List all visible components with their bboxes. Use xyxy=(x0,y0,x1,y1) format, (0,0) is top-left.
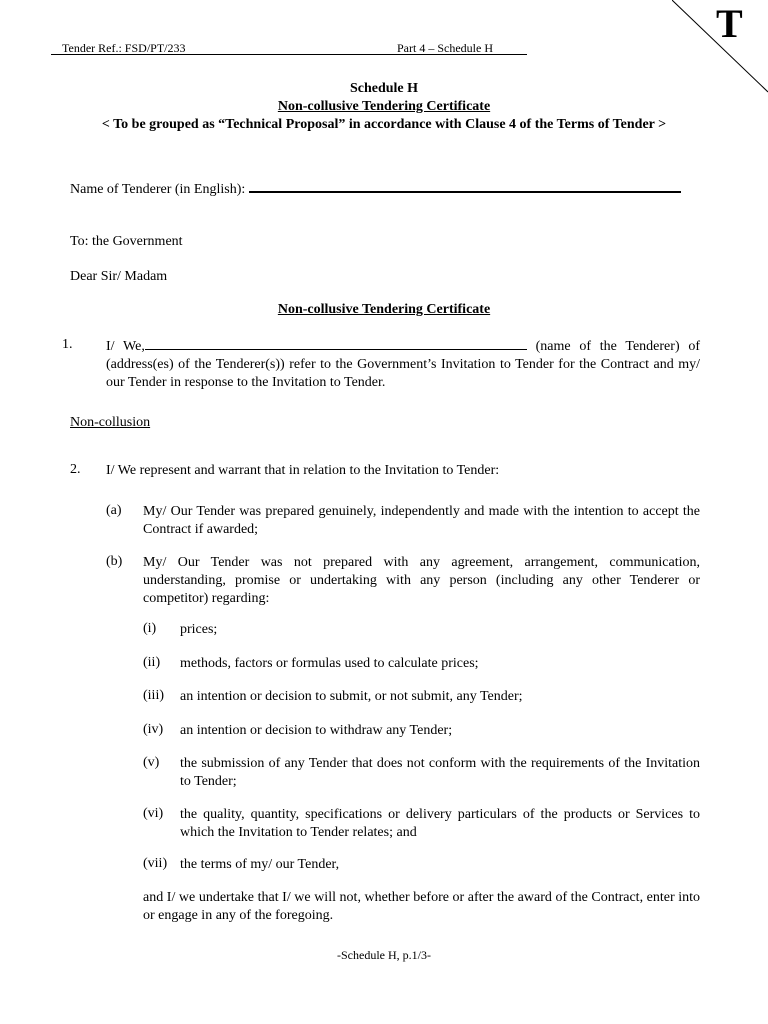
item-label: (vi) xyxy=(143,806,164,821)
section-heading: Non-collusive Tendering Certificate xyxy=(277,302,491,317)
tenderer-name-row xyxy=(70,177,701,198)
item-label: (i) xyxy=(143,621,157,636)
header-rule xyxy=(51,54,527,55)
item-label: (v) xyxy=(143,755,160,770)
item-text: methods, factors or formulas used to calculate prices; xyxy=(180,656,479,671)
tender-reference: Tender Ref.: FSD/PT/233 xyxy=(62,41,186,55)
clause-b-label: (b) xyxy=(106,554,123,569)
para-1-number: 1. xyxy=(62,337,73,352)
para-1-after-blank: (name of the Tenderer) of xyxy=(535,339,701,354)
item-text: an intention or decision to withdraw any Tender; xyxy=(180,723,453,738)
para-2-number: 2. xyxy=(70,462,81,477)
tenderer-name-field[interactable] xyxy=(249,177,681,193)
item-text: an intention or decision to submit, or not submit, any Tender; xyxy=(180,689,523,704)
grouping-instruction: < To be grouped as “Technical Proposal” in accordance with Clause 4 of the Terms of Tender > xyxy=(101,117,667,132)
clause-a-label: (a) xyxy=(106,503,122,518)
corner-letter: T xyxy=(716,1,743,46)
item-text: the submission of any Tender that does not conform with the requirements of the Invitation to Tender; xyxy=(180,756,700,789)
certificate-title: Non-collusive Tendering Certificate xyxy=(277,99,491,114)
title-block xyxy=(0,80,768,134)
para-1-rest: (address(es) of the Tenderer(s)) refer to the Government’s Invitation to Tender for the Contract and my/ our Tender in response to the Invitation to Tender. xyxy=(106,357,700,390)
para-2-text: I/ We represent and warrant that in relation to the Invitation to Tender: xyxy=(106,463,500,478)
item-label: (vii) xyxy=(143,856,168,871)
item-text: the quality, quantity, specifications or delivery particulars of the products or Services to which the Invitation to Tender relates; and xyxy=(180,807,700,840)
item-label: (ii) xyxy=(143,655,161,670)
item-text: the terms of my/ our Tender, xyxy=(180,857,340,872)
tenderer-name-blank[interactable] xyxy=(145,337,527,350)
page-footer: -Schedule H, p.1/3- xyxy=(337,948,431,962)
salutation: Dear Sir/ Madam xyxy=(70,269,168,284)
tenderer-name-label: Name of Tenderer (in English): xyxy=(70,182,246,197)
closing-undertaking: and I/ we undertake that I/ we will not, whether before or after the award of the Contract, enter into or engage in any of the foregoing. xyxy=(143,890,700,923)
para-1-text xyxy=(106,337,700,392)
schedule-title: Schedule H xyxy=(349,81,419,96)
clause-b-text: My/ Our Tender was not prepared with any agreement, arrangement, communication, understanding, promise or undertaking with any person (including any other Tenderer or competitor) regarding: xyxy=(143,555,700,606)
part-label: Part 4 – Schedule H xyxy=(397,41,493,55)
clause-a-text: My/ Our Tender was prepared genuinely, independently and made with the intention to accept the Contract if awarded; xyxy=(143,504,700,537)
para-1-prefix: I/ We, xyxy=(106,339,145,354)
addressee: To: the Government xyxy=(70,234,183,249)
item-label: (iv) xyxy=(143,722,164,737)
item-label: (iii) xyxy=(143,688,164,703)
non-collusion-heading: Non-collusion xyxy=(70,415,151,430)
item-text: prices; xyxy=(180,622,218,637)
